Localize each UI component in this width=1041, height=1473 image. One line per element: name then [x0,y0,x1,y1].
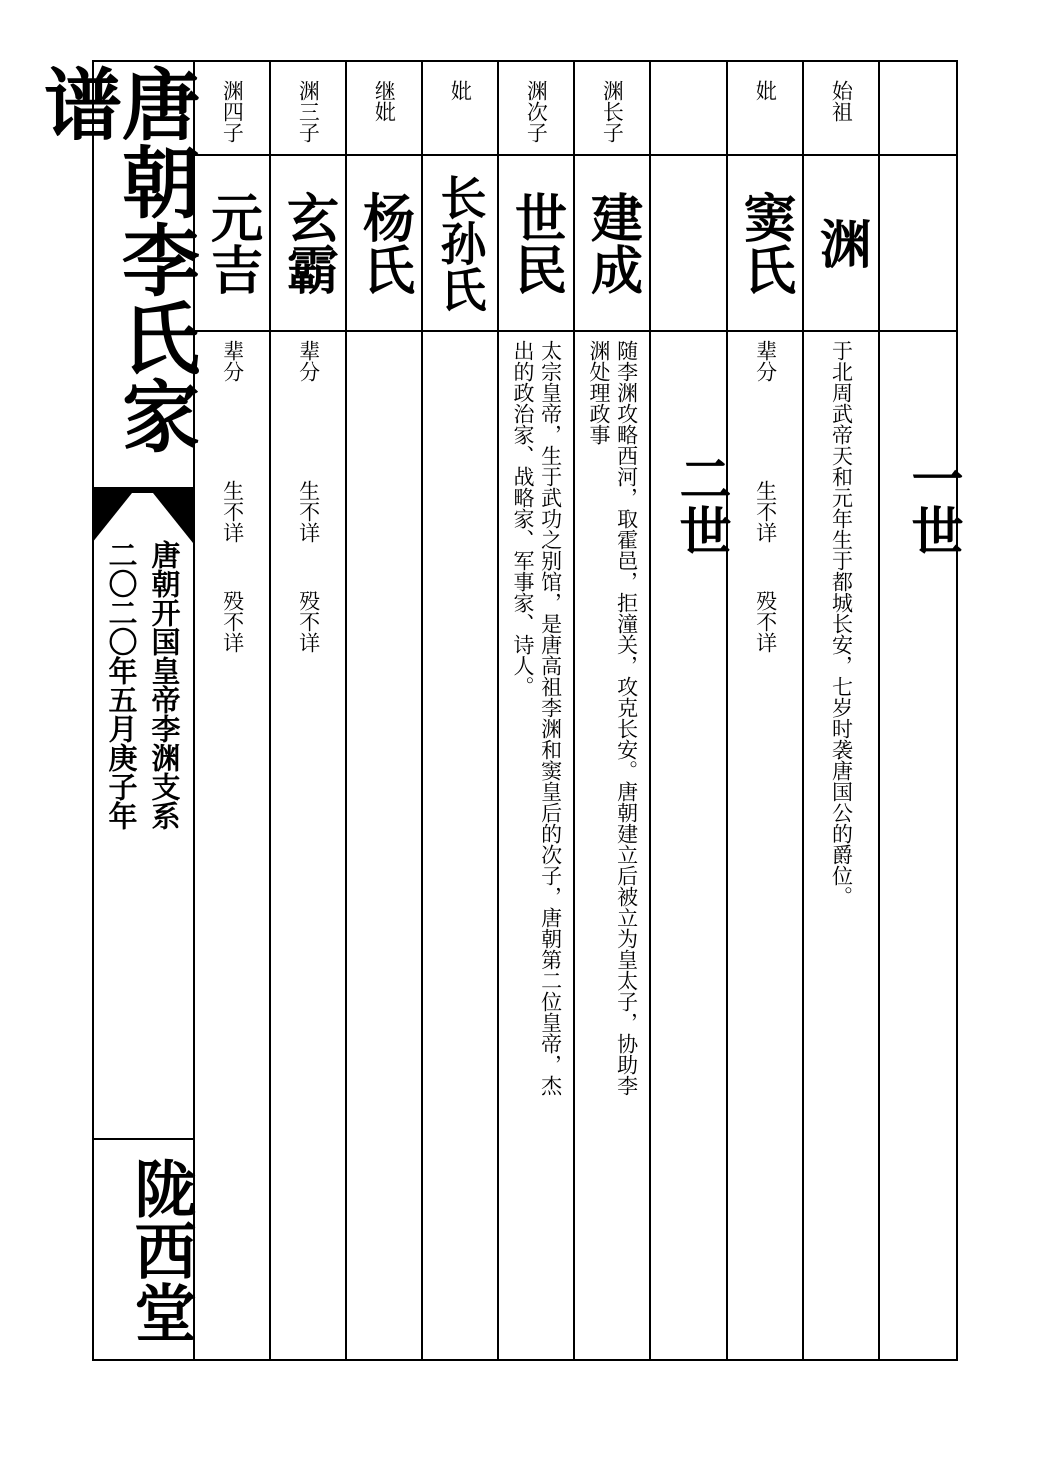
generation-rank: 辈分 [220,340,245,382]
relation-label: 渊三子 [296,80,321,143]
relation-label: 继妣 [372,80,397,122]
birth-unknown: 生不详 [296,480,321,543]
relation-label: 妣 [753,80,778,101]
death-unknown: 殁不详 [296,590,321,653]
entry-zhangsun [423,60,499,1361]
generation-rank: 辈分 [753,340,778,382]
relation-label: 渊四子 [220,80,245,143]
death-unknown: 殁不详 [753,590,778,653]
hall-name: 陇西堂 [124,1157,197,1343]
generation-2-column [651,60,731,1361]
biography-line-2: 渊处理政事 [587,340,611,445]
generation-rank: 辈分 [296,340,321,382]
subtitle-line-2: 二〇二〇年五月庚子年 [104,540,139,830]
person-name: 世民 [505,191,567,295]
title-column [31,60,200,1361]
relation-label: 始祖 [829,80,854,122]
person-name: 杨氏 [353,191,415,295]
entry-shimin [499,60,575,1361]
birth-unknown: 生不详 [220,480,245,543]
person-name: 元吉 [201,191,263,295]
death-unknown: 殁不详 [220,590,245,653]
generation-2-label: 二世 [670,452,731,556]
person-name: 窦氏 [734,191,796,295]
entry-yang [347,60,423,1361]
subtitle-line-1: 唐朝开国皇帝李渊支系 [147,540,182,830]
entry-yuanji [195,60,271,1361]
relation-label: 妣 [448,80,473,101]
entry-yuan [804,60,880,1361]
person-name: 渊 [810,217,872,269]
title-band-ornament [92,487,193,547]
person-name: 建成 [581,191,643,295]
generation-1-column [880,60,963,1361]
page-title: 唐朝李氏家谱 [31,64,200,454]
person-name: 长孙氏 [433,174,488,312]
entry-dou [728,60,804,1361]
entry-xuanba [271,60,347,1361]
biography-line-1: 太宗皇帝，生于武功之别馆，是唐高祖李渊和窦皇后的次子，唐朝第二位皇帝，杰 [538,340,563,1096]
generation-1-label: 一世 [902,452,963,556]
person-name: 玄霸 [277,191,339,295]
biography-line-2: 出的政治家、战略家、军事家、诗人。 [511,340,535,697]
entry-jiancheng [575,60,651,1361]
birth-unknown: 生不详 [753,480,778,543]
relation-label: 渊长子 [600,80,625,143]
biography-line-1: 于北周武帝天和元年生于都城长安，七岁时袭唐国公的爵位。 [829,340,854,907]
hall-divider [92,1138,193,1140]
subtitle [92,540,193,940]
relation-label: 渊次子 [524,80,549,143]
biography-line-1: 随李渊攻略西河，取霍邑，拒潼关，攻克长安。唐朝建立后被立为皇太子，协助李 [614,340,639,1096]
